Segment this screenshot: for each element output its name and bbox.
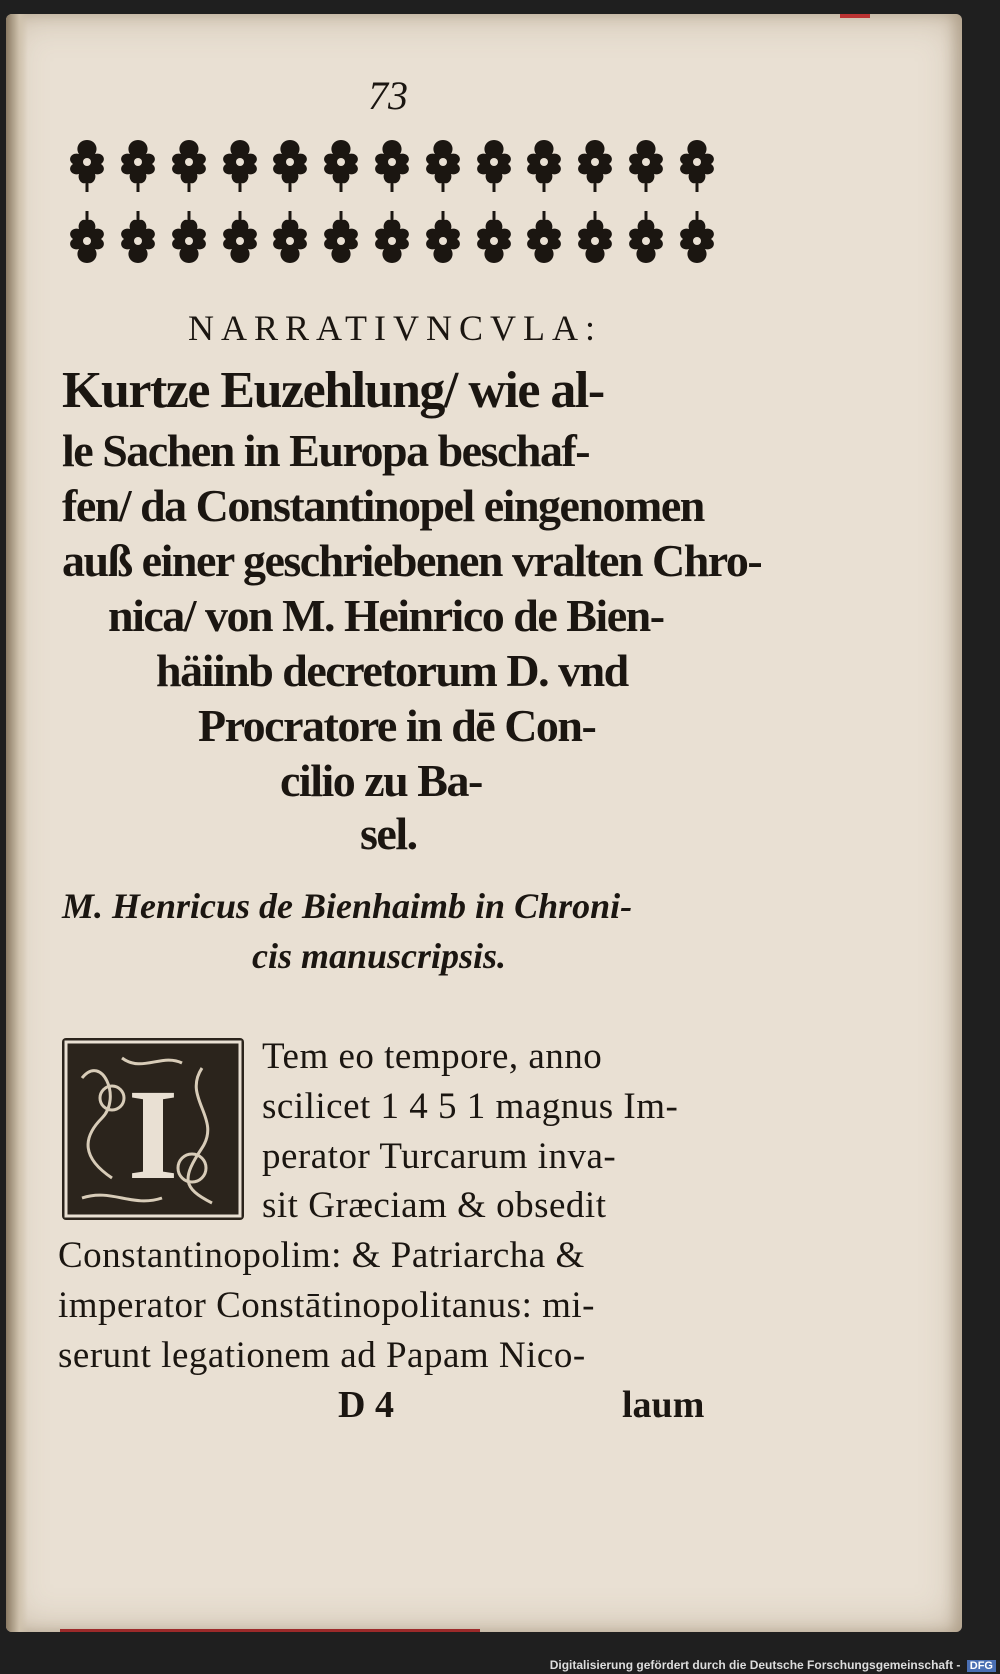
fleuron-icon	[265, 128, 316, 201]
title-line: Procratore in dē Con-	[198, 700, 596, 751]
fleuron-icon	[570, 128, 621, 201]
red-edge-bottom	[60, 1629, 480, 1632]
fleuron-icon	[417, 201, 468, 274]
fleuron-icon	[265, 201, 316, 274]
fleuron-icon	[113, 201, 164, 274]
fleuron-icon	[620, 128, 671, 201]
dfg-logo: DFG	[967, 1660, 996, 1672]
floral-initial-icon	[62, 1038, 244, 1220]
body-line: serunt legationem ad Papam Nico-	[58, 1335, 586, 1376]
fleuron-icon	[367, 128, 418, 201]
fleuron-icon	[519, 128, 570, 201]
fleuron-icon	[620, 201, 671, 274]
subtitle-line: cis manuscripsis.	[252, 936, 507, 976]
body-line: perator Turcarum inva-	[262, 1136, 617, 1177]
body-line: scilicet 1 4 5 1 magnus Im-	[262, 1086, 679, 1127]
credit-text: Digitalisierung gefördert durch die Deutsche Forschungsgemeinschaft -	[549, 1658, 961, 1672]
decorated-initial	[62, 1038, 244, 1220]
title-line: häiinb decretorum D. vnd	[156, 645, 628, 696]
fleuron-icon	[671, 128, 722, 201]
subtitle-line: M. Henricus de Bienhaimb in Chroni-	[62, 886, 633, 926]
fleuron-icon	[468, 128, 519, 201]
fleuron-icon	[164, 128, 215, 201]
title-line: fen/ da Constantinopel eingenomen	[62, 480, 704, 531]
svg-text:I: I	[127, 1063, 179, 1207]
title-line: sel.	[360, 808, 417, 859]
body-line: sit Græciam & obsedit	[262, 1185, 607, 1226]
fleuron-icon	[316, 201, 367, 274]
fleuron-icon	[214, 201, 265, 274]
catchword: laum	[622, 1384, 705, 1426]
fleuron-icon	[519, 201, 570, 274]
fleuron-icon	[316, 128, 367, 201]
fleuron-icon	[417, 128, 468, 201]
body-line: imperator Constātinopolitanus: mi-	[58, 1285, 595, 1326]
page-number: 73	[368, 73, 408, 118]
fleuron-border	[62, 128, 722, 274]
fleuron-icon	[62, 201, 113, 274]
digitization-credit	[550, 1658, 996, 1672]
fleuron-icon	[468, 201, 519, 274]
title-latin: NARRATIVNCVLA:	[187, 308, 602, 348]
title-line: nica/ von M. Heinrico de Bien-	[108, 590, 664, 641]
title-line: cilio zu Ba-	[280, 755, 482, 806]
title-line: le Sachen in Europa beschaf-	[62, 425, 590, 476]
fleuron-icon	[367, 201, 418, 274]
body-line: Constantinopolim: & Patriarcha &	[58, 1235, 585, 1276]
page-spine-shadow	[6, 14, 28, 1632]
fleuron-icon	[214, 128, 265, 201]
red-edge-top	[840, 14, 870, 18]
title-line: auß einer geschriebenen vralten Chro-	[62, 535, 762, 586]
fleuron-icon	[570, 201, 621, 274]
fleuron-icon	[62, 128, 113, 201]
body-line: Tem eo tempore, anno	[262, 1036, 603, 1077]
title-line: Kurtze Euzehlung/ wie al-	[62, 362, 604, 419]
fleuron-icon	[671, 201, 722, 274]
fleuron-icon	[113, 128, 164, 201]
signature-mark: D 4	[338, 1384, 394, 1426]
fleuron-icon	[164, 201, 215, 274]
